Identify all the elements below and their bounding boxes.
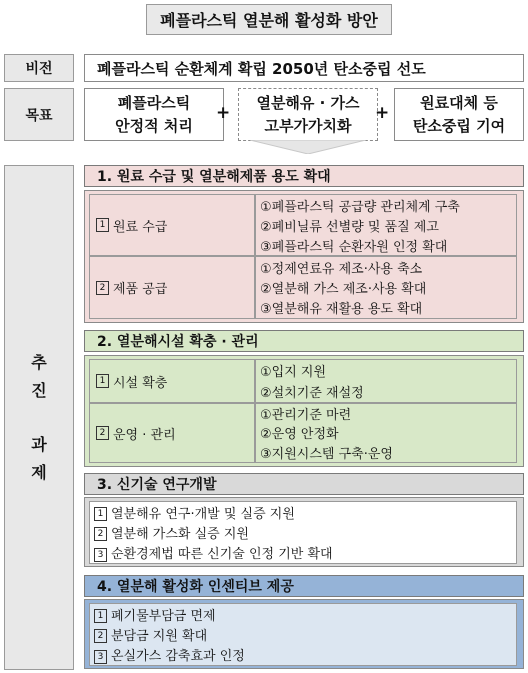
section-2-body xyxy=(84,355,524,467)
tasks-label-char-1: 추 xyxy=(31,352,47,372)
goal-item-1-line1: 폐플라스틱 xyxy=(117,93,191,112)
section-4-body xyxy=(84,599,524,669)
list-item: ①입지 지원 xyxy=(260,365,327,380)
list-item xyxy=(94,523,516,542)
section-1-header: 1. 원료 수급 및 열분해제품 용도 확대 xyxy=(84,165,524,187)
list-item-text: 폐기물부담금 면제 xyxy=(111,608,216,624)
section-2-row-2-label: 운영 · 관리 xyxy=(113,427,176,443)
goal-item-1 xyxy=(84,88,224,141)
number-box-icon: 1 xyxy=(96,374,109,388)
section-2-header: 2. 열분해시설 확충 · 관리 xyxy=(84,330,524,352)
list-item: ①정제연료유 제조·사용 축소 xyxy=(260,261,423,277)
list-item-text: 순환경제법 따른 신기술 인정 기반 확대 xyxy=(111,547,333,563)
vision-label: 비전 xyxy=(4,54,74,82)
goal-item-2-line2: 고부가가치화 xyxy=(264,116,352,135)
tasks-label xyxy=(4,165,74,670)
page-title: 폐플라스틱 열분해 활성화 방안 xyxy=(146,4,392,35)
plus-sign-2: + xyxy=(375,103,390,123)
list-item: ③폐플라스틱 순환자원 인정 확대 xyxy=(260,239,448,255)
number-box-icon: 2 xyxy=(96,281,109,295)
list-item: ②열분해 가스 제조·사용 확대 xyxy=(260,281,427,297)
section-2-row-2-items xyxy=(255,403,517,463)
list-item xyxy=(94,543,516,562)
section-3-body xyxy=(84,497,524,567)
section-4-list xyxy=(89,603,517,666)
section-1-row-2-label-cell xyxy=(89,256,255,319)
goal-item-2 xyxy=(238,88,378,141)
number-box-icon: 3 xyxy=(94,548,107,562)
plus-sign-1: + xyxy=(216,103,231,123)
list-item-text: 열분해유 연구·개발 및 실증 지원 xyxy=(111,506,295,522)
section-1-row-2-items xyxy=(255,256,517,319)
down-arrow-icon xyxy=(250,140,366,154)
number-box-icon: 2 xyxy=(96,426,109,440)
section-2-row-1-label: 시설 확충 xyxy=(113,375,168,391)
section-1-body xyxy=(84,190,524,323)
section-1-row-1-label: 원료 수급 xyxy=(113,219,168,235)
section-2-row-2-label-cell xyxy=(89,403,255,463)
section-1-row-2-label: 제품 공급 xyxy=(113,282,168,297)
section-1-row-1-items xyxy=(255,194,517,256)
goal-label: 목표 xyxy=(4,88,74,141)
number-box-icon: 1 xyxy=(94,507,107,521)
number-box-icon: 2 xyxy=(94,527,107,541)
list-item: ③열분해유 재활용 용도 확대 xyxy=(260,302,423,318)
list-item xyxy=(94,645,516,664)
vision-text: 폐플라스틱 순환체계 확립 2050년 탄소중립 선도 xyxy=(84,54,524,82)
section-2-row-1-label-cell xyxy=(89,359,255,403)
list-item: ①폐플라스틱 공급량 관리체계 구축 xyxy=(260,199,460,215)
section-3-list xyxy=(89,501,517,564)
tasks-label-char-3: 과 xyxy=(31,434,47,454)
goal-item-3-line1: 원료대체 등 xyxy=(420,93,498,112)
goal-item-1-line2: 안정적 처리 xyxy=(115,116,193,135)
list-item: ②폐비닐류 선별량 및 품질 제고 xyxy=(260,219,439,235)
list-item-text: 분담금 지원 확대 xyxy=(111,628,208,644)
number-box-icon: 1 xyxy=(94,609,107,623)
section-2-row-1-items xyxy=(255,359,517,403)
tasks-label-char-2: 진 xyxy=(31,380,47,400)
section-3-header: 3. 신기술 연구개발 xyxy=(84,473,524,495)
goal-item-3-line2: 탄소중립 기여 xyxy=(412,116,506,135)
goal-item-2-line1: 열분해유 · 가스 xyxy=(256,93,360,112)
list-item: ②설치기준 재설정 xyxy=(260,386,364,401)
list-item-text: 온실가스 감축효과 인정 xyxy=(111,649,245,665)
section-4-header: 4. 열분해 활성화 인센티브 제공 xyxy=(84,575,524,597)
tasks-label-char-4: 제 xyxy=(31,462,47,482)
list-item-text: 열분해 가스화 실증 지원 xyxy=(111,526,249,542)
list-item: ②운영 안정화 xyxy=(260,427,339,443)
list-item xyxy=(94,503,516,522)
number-box-icon: 1 xyxy=(96,218,109,232)
goal-item-3 xyxy=(394,88,524,141)
number-box-icon: 2 xyxy=(94,629,107,643)
number-box-icon: 3 xyxy=(94,650,107,664)
list-item xyxy=(94,605,516,624)
list-item xyxy=(94,625,516,644)
section-1-row-1-label-cell xyxy=(89,194,255,256)
list-item: ③지원시스템 구축·운영 xyxy=(260,446,393,462)
list-item: ①관리기준 마련 xyxy=(260,408,352,424)
